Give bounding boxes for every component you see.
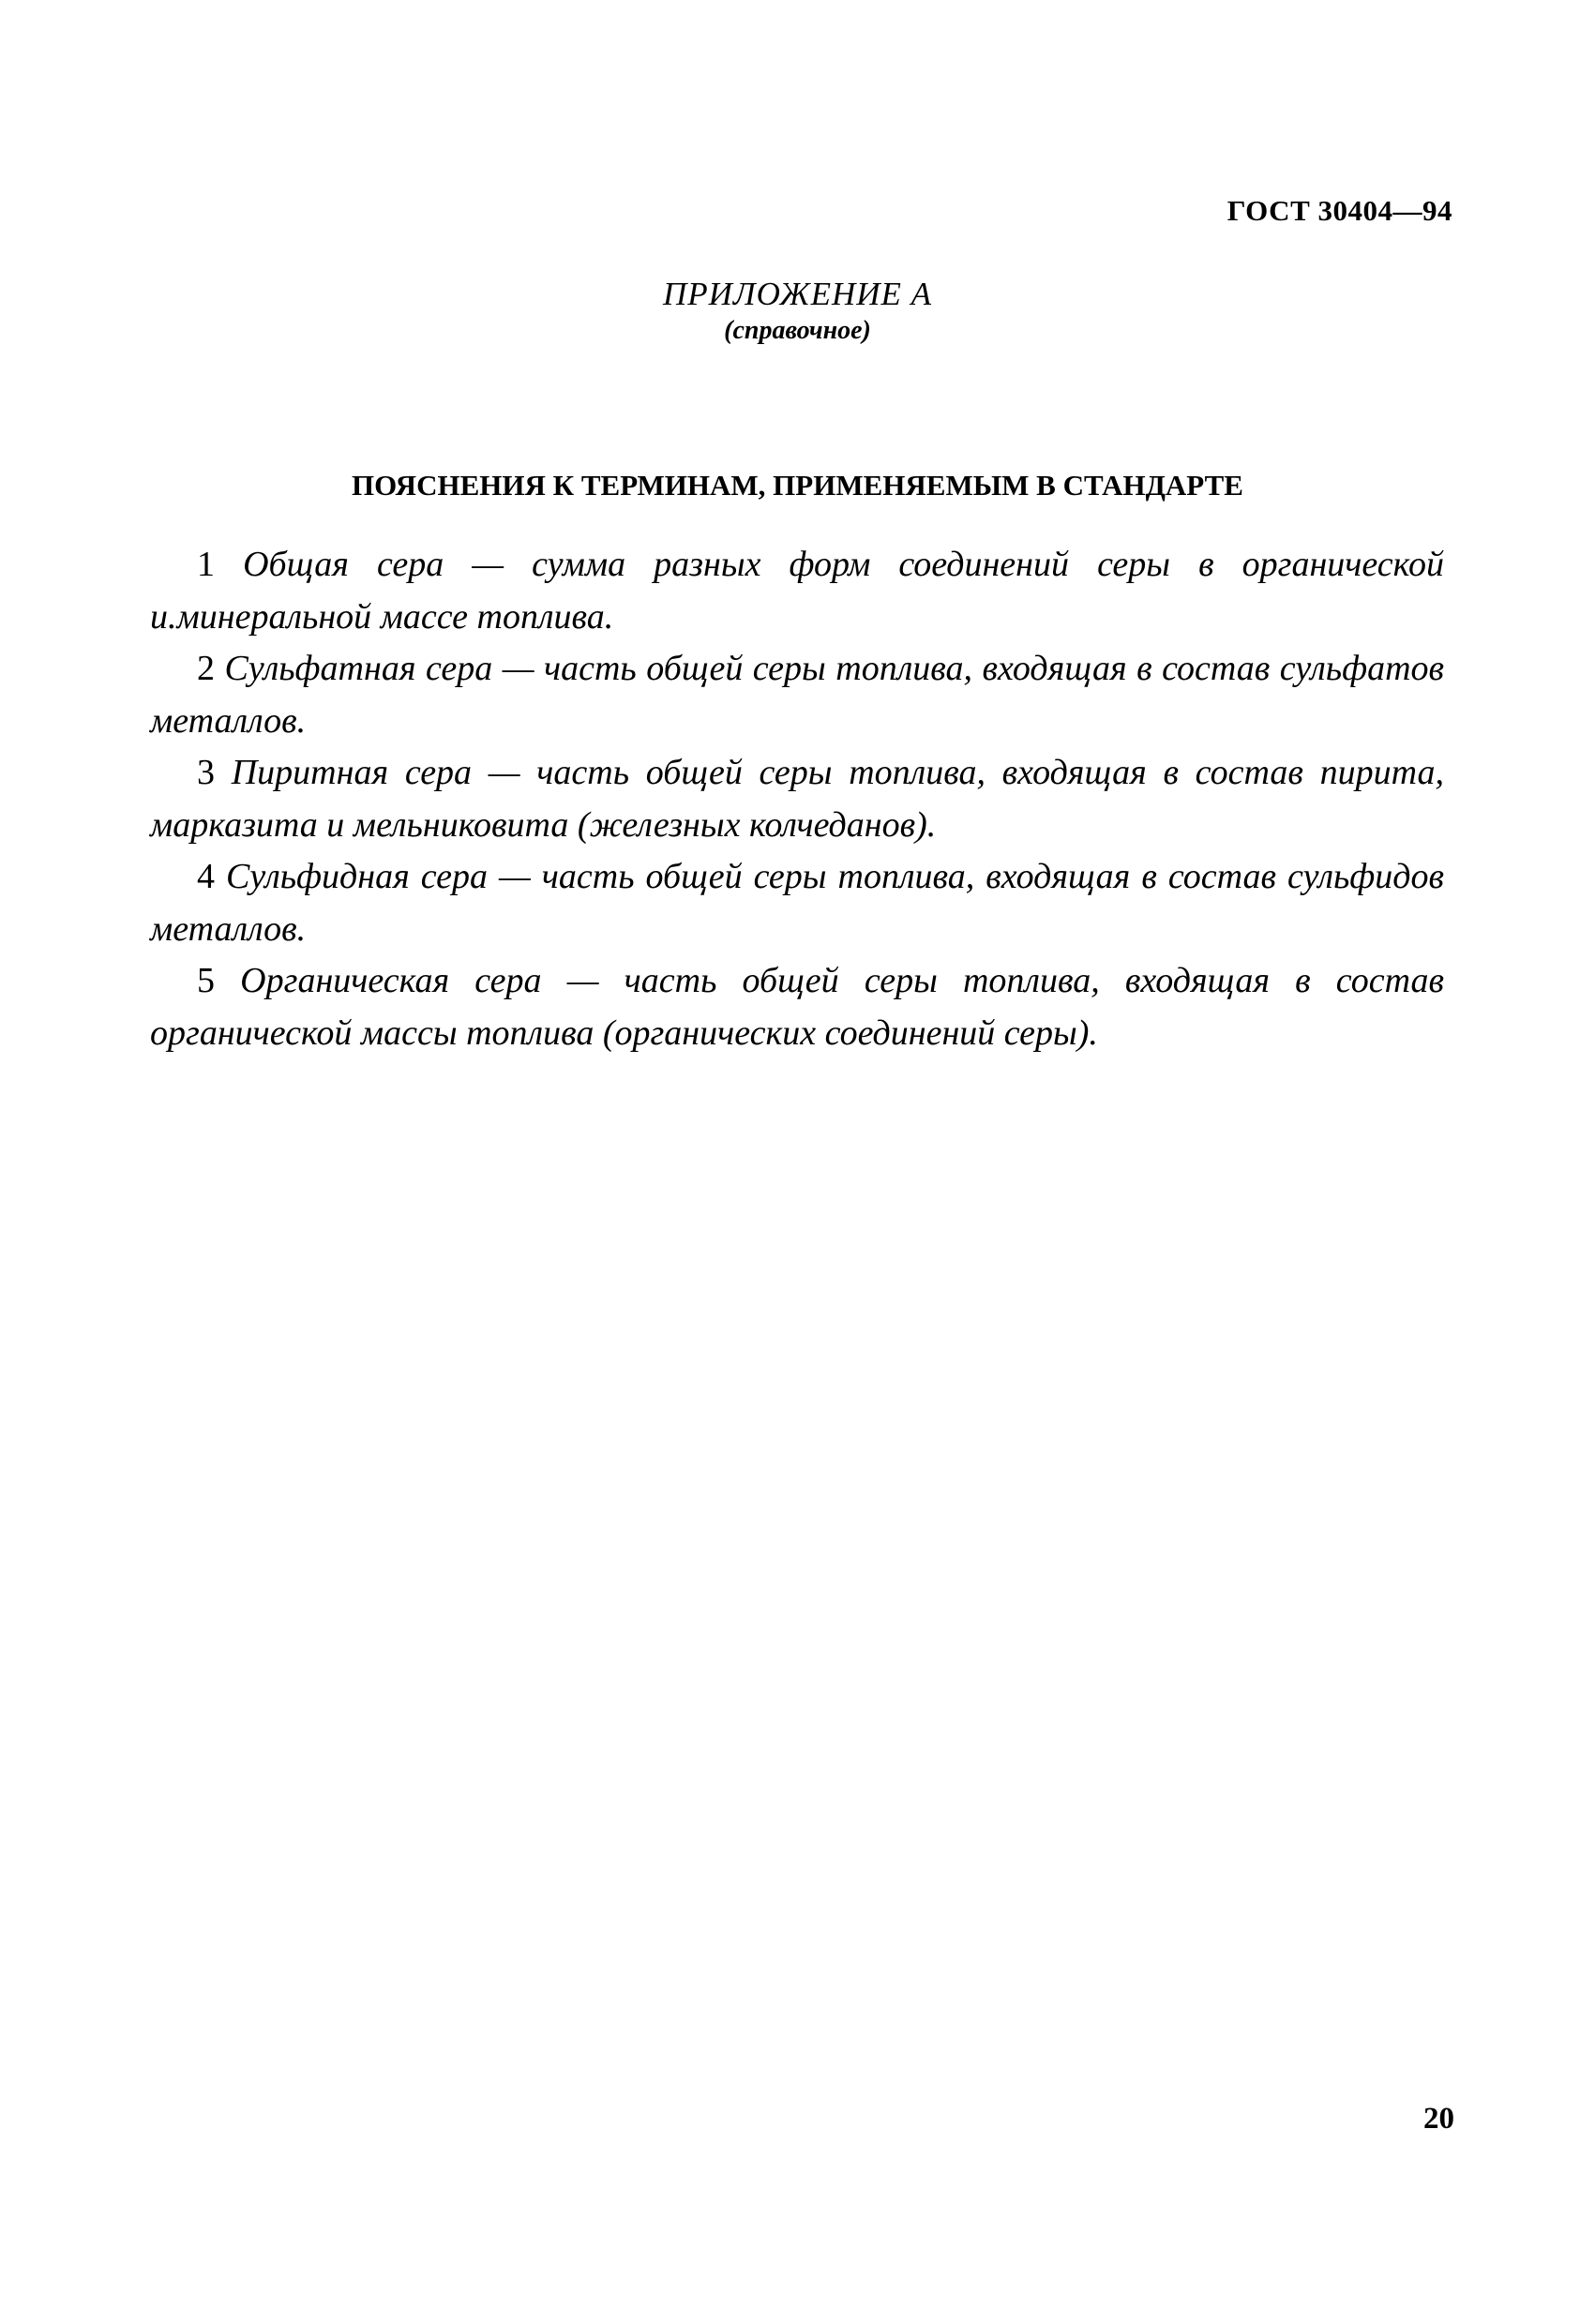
term-definition: Органическая сера — часть общей серы топлива, входящая в состав органической массы топлива (органических соединений серы). <box>150 961 1444 1053</box>
term-item <box>150 955 1444 1059</box>
term-definition: Сульфидная сера — часть общей серы топлива, входящая в состав сульфидов металлов. <box>150 857 1445 949</box>
term-item <box>150 539 1444 643</box>
term-definition: Сульфатная сера — часть общей серы топлива, входящая в состав сульфатов металлов. <box>150 649 1445 741</box>
term-item <box>150 851 1444 955</box>
term-number: 1 <box>197 545 215 584</box>
term-number: 2 <box>197 649 215 688</box>
term-number: 4 <box>197 857 215 896</box>
term-item <box>150 747 1444 851</box>
section-heading: ПОЯСНЕНИЯ К ТЕРМИНАМ, ПРИМЕНЯЕМЫМ В СТАНДАРТЕ <box>352 469 1243 502</box>
page-number: 20 <box>1423 2102 1454 2136</box>
term-definition: Пиритная сера — часть общей серы топлива, входящая в состав пирита, марказита и мельниковита (железных колчеданов). <box>150 753 1444 845</box>
term-number: 3 <box>197 753 215 792</box>
term-definition: Общая сера — сумма разных форм соединений серы в органической и.минеральной массе топлива. <box>150 545 1444 637</box>
term-item <box>150 643 1444 747</box>
terms-list <box>150 539 1444 1059</box>
annex-title: ПРИЛОЖЕНИЕ А <box>662 276 933 312</box>
term-number: 5 <box>197 961 215 1000</box>
document-code: ГОСТ 30404—94 <box>1226 194 1452 227</box>
annex-subtitle: (справочное) <box>724 316 871 345</box>
